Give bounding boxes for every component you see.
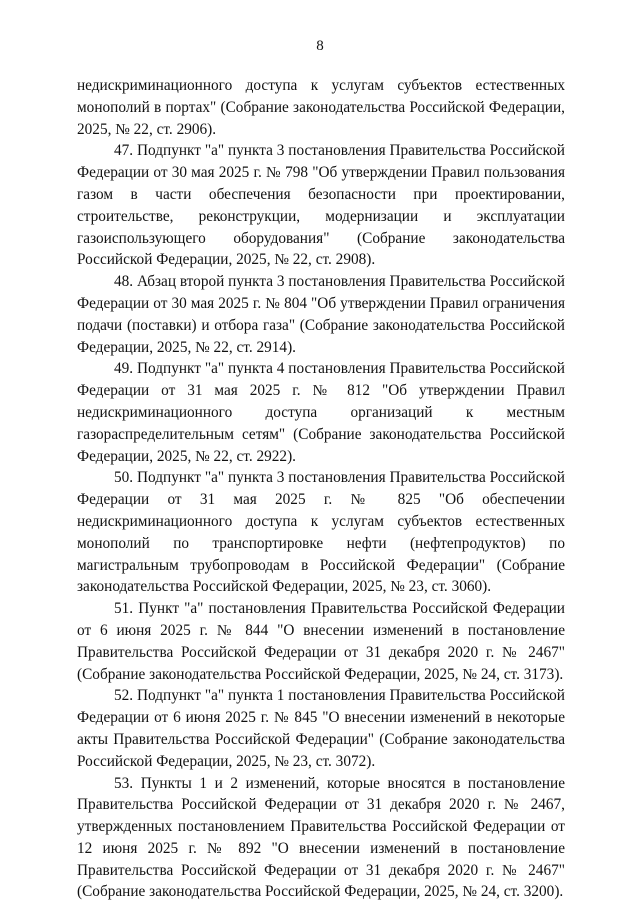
paragraph-item-52: 52. Подпункт "а" пункта 1 постановления Правительства Российской Федерации от 6 июня 2025 г. № 845 "О внесении изменений в некоторые акты Правительства Российской Федерации" (Собрание законодательства Российской Федерации, 2025, № 23, ст. 3072). xyxy=(77,687,565,770)
paragraph-item-53: 53. Пункты 1 и 2 изменений, которые вносятся в постановление Правительства Российской Федерации от 31 декабря 2020 г. № 2467, утвержденных постановлением Правительства Российской Федерации от 12 июня 2025 г. № 892 "О внесении изменений в постановление Правительства Российской Федерации от 31 декабря 2020 г. № 2467" (Собрание законодательства Российской Федерации, 2025, № 24, ст. 3200). xyxy=(77,774,565,901)
paragraph-item-50: 50. Подпункт "а" пункта 3 постановления Правительства Российской Федерации от 31 мая 2025 г. № 825 "Об обеспечении недискриминационного доступа к услугам субъектов естественных монополий по транспортировке нефти (нефтепродуктов) по магистральным трубопроводам в Российской Федерации" (Собрание законодательства Российской Федерации, 2025, № 23, ст. 3060). xyxy=(77,469,565,596)
paragraph-continuation: недискриминационного доступа к услугам субъектов естественных монополий в портах" (Собрание законодательства Российской Федерации, 2025, № 22, ст. 2906). xyxy=(77,77,565,138)
paragraph-item-51: 51. Пункт "а" постановления Правительства Российской Федерации от 6 июня 2025 г. № 844 "О внесении изменений в постановление Правительства Российской Федерации от 31 декабря 2020 г. № 2467" (Собрание законодательства Российской Федерации, 2025, № 24, ст. 3173). xyxy=(77,600,565,683)
paragraph-item-49: 49. Подпункт "а" пункта 4 постановления Правительства Российской Федерации от 31 мая 2025 г. № 812 "Об утверждении Правил недискриминационного доступа организаций к местным газораспределительным сетям" (Собрание законодательства Российской Федерации, 2025, № 22, ст. 2922). xyxy=(77,360,565,465)
paragraph-item-47: 47. Подпункт "а" пункта 3 постановления Правительства Российской Федерации от 30 мая 2025 г. № 798 "Об утверждении Правил пользования газом в части обеспечения безопасности при проектировании, строительстве, реконструкции, модернизации и эксплуатации газоиспользующего оборудования" (Собрание законодательства Российской Федерации, 2025, № 22, ст. 2908). xyxy=(77,142,565,269)
page-number: 8 xyxy=(316,38,324,54)
document-body xyxy=(77,75,565,903)
paragraph-item-48: 48. Абзац второй пункта 3 постановления Правительства Российской Федерации от 30 мая 2025 г. № 804 "Об утверждении Правил ограничения подачи (поставки) и отбора газа" (Собрание законодательства Российской Федерации, 2025, № 22, ст. 2914). xyxy=(77,273,565,356)
